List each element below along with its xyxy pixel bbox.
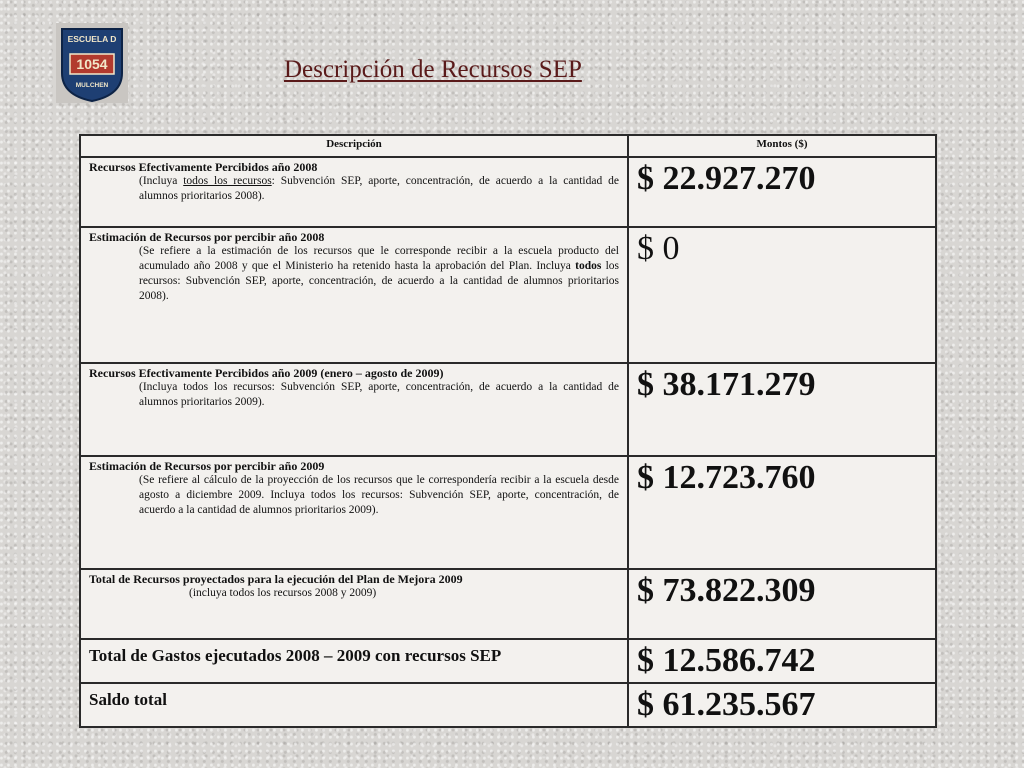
table-row (80, 363, 936, 456)
row-body-underlined: todos los recursos (183, 175, 272, 187)
row-body-text: (Se refiere a la estimación de los recursos que le corresponde recibir a la escuela producto del acumulado año 2008 y que el Ministerio ha retenido hasta la aprobación del Plan. Incluya (139, 245, 619, 272)
row-title: Total de Recursos proyectados para la ejecución del Plan de Mejora 2009 (89, 572, 463, 586)
row-body-text: : Subvención SEP, aporte, concentración, de acuerdo a la cantidad de alumnos prioritarios 2008). (139, 175, 619, 202)
row-title: Estimación de Recursos por percibir año 2008 (89, 230, 325, 244)
row-body (89, 174, 619, 204)
logo-number: 1054 (76, 56, 108, 72)
row-title: Saldo total (89, 690, 167, 709)
row-body: (Incluya todos los recursos: Subvención SEP, aporte, concentración, de acuerdo a la cantidad de alumnos prioritarios 2009). (139, 381, 619, 408)
row-title: Estimación de Recursos por percibir año 2009 (89, 459, 325, 473)
row-amount: $ 61.235.567 (628, 683, 936, 727)
row-title: Recursos Efectivamente Percibidos año 2009 (enero – agosto de 2009) (89, 366, 444, 380)
row-amount: $ 12.586.742 (628, 639, 936, 683)
row-body-bold: todos (575, 260, 602, 272)
row-description (80, 639, 628, 683)
header-description: Descripción (80, 135, 628, 157)
row-amount: $ 73.822.309 (628, 569, 936, 639)
row-body-text: (Incluya (139, 175, 184, 187)
row-description (80, 456, 628, 569)
school-logo (56, 23, 128, 103)
table-row (80, 639, 936, 683)
row-body (89, 244, 619, 304)
row-title: Recursos Efectivamente Percibidos año 2008 (89, 160, 318, 174)
table-row (80, 157, 936, 227)
table-row (80, 227, 936, 363)
row-body: (Se refiere al cálculo de la proyección de los recursos que le correspondería recibir a la escuela desde agosto a diciembre 2009. Incluya todos los recursos: Subvención SEP, aporte, concentración, de acuerdo a la cantidad de alumnos prioritarios 2009). (139, 474, 619, 516)
row-amount: $ 38.171.279 (628, 363, 936, 456)
row-description (80, 363, 628, 456)
row-title: Total de Gastos ejecutados 2008 – 2009 con recursos SEP (89, 646, 502, 665)
header-amounts: Montos ($) (628, 135, 936, 157)
row-amount: $ 0 (628, 227, 936, 363)
table-row (80, 683, 936, 727)
row-description (80, 683, 628, 727)
row-body: (incluya todos los recursos 2008 y 2009) (189, 587, 377, 599)
logo-bottom-text: MULCHEN (75, 82, 109, 89)
row-description (80, 569, 628, 639)
table-row (80, 569, 936, 639)
row-amount: $ 12.723.760 (628, 456, 936, 569)
row-description (80, 157, 628, 227)
row-description (80, 227, 628, 363)
row-body-text: los recursos: Subvención SEP, aporte, concentración, de acuerdo a la cantidad de alumnos prioritarios 2008). (139, 260, 620, 302)
logo-top-text: ESCUELA D (67, 34, 117, 44)
row-amount: $ 22.927.270 (628, 157, 936, 227)
resources-table (79, 134, 937, 728)
table-row (80, 456, 936, 569)
table-header-row (80, 135, 936, 157)
page-title: Descripción de Recursos SEP (284, 56, 582, 83)
